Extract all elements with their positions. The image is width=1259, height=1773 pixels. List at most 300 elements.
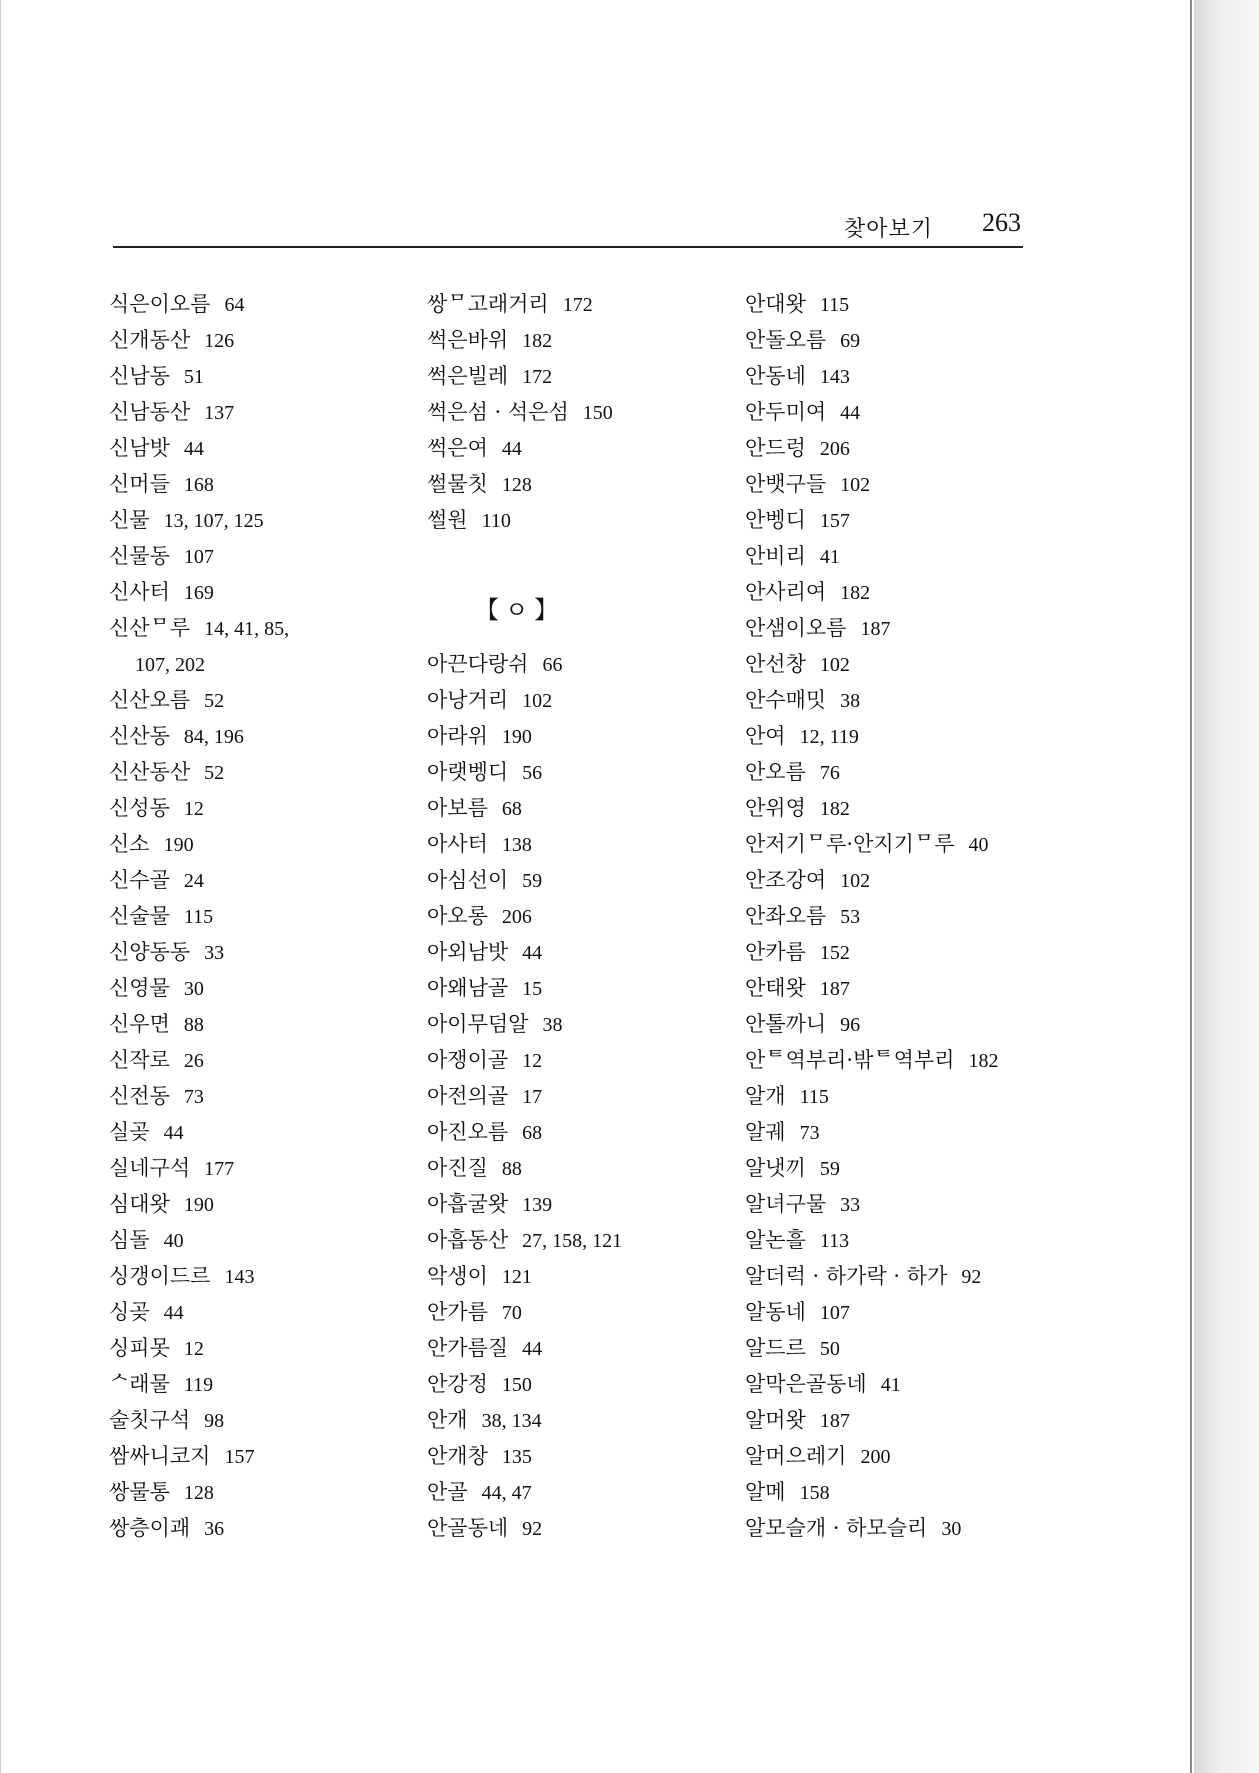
index-entry	[427, 898, 727, 934]
index-entry	[427, 754, 727, 790]
index-page-refs: 27, 158, 121	[522, 1230, 623, 1252]
index-page-refs: 92	[522, 1518, 543, 1540]
index-entry	[427, 1186, 727, 1222]
index-page-refs: 96	[840, 1014, 861, 1036]
index-term: 알드르	[745, 1336, 806, 1360]
index-term: 악생이	[427, 1264, 488, 1288]
index-entry	[109, 754, 409, 790]
index-term: 썰원	[427, 508, 468, 532]
index-entry	[109, 466, 409, 502]
index-entry	[745, 610, 1045, 646]
index-term: 신산ᄆ루	[109, 616, 191, 640]
index-term: 아진오름	[427, 1120, 509, 1144]
index-entry	[109, 1510, 409, 1546]
index-page-refs: 128	[183, 1482, 214, 1504]
index-page-refs: 115	[819, 294, 850, 316]
index-entry	[427, 1114, 727, 1150]
index-entry	[745, 934, 1045, 970]
index-term: 아이무덤알	[427, 1012, 529, 1036]
index-page-refs: 84, 196	[183, 726, 244, 748]
index-term: 알막은골동네	[745, 1372, 867, 1396]
index-page-refs: 107	[819, 1302, 850, 1324]
index-page-refs: 68	[501, 798, 522, 820]
index-page-refs: 172	[522, 366, 553, 388]
index-entry	[745, 502, 1045, 538]
index-page-refs: 13, 107, 125	[163, 510, 264, 532]
index-page-refs: 190	[183, 1194, 214, 1216]
index-entry	[427, 1402, 727, 1438]
index-term: 싱피못	[109, 1336, 170, 1360]
index-page-refs: 128	[501, 474, 532, 496]
index-page-refs: 187	[819, 978, 850, 1000]
index-entry	[109, 610, 409, 646]
index-entry	[109, 538, 409, 574]
index-page-refs: 169	[183, 582, 214, 604]
index-entry	[745, 430, 1045, 466]
index-entry	[745, 862, 1045, 898]
index-term: 아흡굴왓	[427, 1192, 509, 1216]
index-term: 아쟁이골	[427, 1048, 509, 1072]
index-page-refs: 88	[501, 1158, 522, 1180]
index-term: 아심선이	[427, 868, 509, 892]
index-entry	[109, 1402, 409, 1438]
index-term: 쌍ᄆ고래거리	[427, 292, 549, 316]
index-entry	[427, 862, 727, 898]
index-entry	[745, 790, 1045, 826]
index-entry	[745, 826, 1045, 862]
index-term: 썰물칫	[427, 472, 488, 496]
index-page-refs: 40	[968, 834, 989, 856]
index-page-refs: 15	[522, 978, 543, 1000]
index-page-refs: 172	[562, 294, 593, 316]
index-term: 안강정	[427, 1372, 488, 1396]
index-entry	[109, 1006, 409, 1042]
index-page-refs: 157	[224, 1446, 255, 1468]
index-page-refs: 51	[183, 366, 204, 388]
index-page-refs: 126	[204, 330, 235, 352]
index-page-refs: 52	[204, 762, 225, 784]
index-entry	[745, 1438, 1045, 1474]
index-entry	[427, 646, 727, 682]
index-entry	[427, 1438, 727, 1474]
index-term: 아흡동산	[427, 1228, 509, 1252]
index-entry	[427, 502, 727, 538]
index-term: 알메	[745, 1480, 786, 1504]
index-term: 알머왓	[745, 1408, 806, 1432]
index-entry	[109, 718, 409, 754]
index-term: 신영물	[109, 976, 170, 1000]
index-term: 안저기ᄆ루·안지기ᄆ루	[745, 832, 955, 856]
index-entry	[745, 1150, 1045, 1186]
index-page-refs: 44	[501, 438, 522, 460]
index-entry	[427, 1078, 727, 1114]
index-entry	[109, 1294, 409, 1330]
index-page-refs: 150	[582, 402, 613, 424]
index-term: 아끈다랑쉬	[427, 652, 529, 676]
index-entry	[427, 1294, 727, 1330]
index-page-refs: 143	[819, 366, 850, 388]
index-term: 신산동산	[109, 760, 191, 784]
index-term: 실곶	[109, 1120, 150, 1144]
index-entry	[427, 1006, 727, 1042]
index-term: 싱곶	[109, 1300, 150, 1324]
index-entry	[745, 898, 1045, 934]
index-term: 안가름	[427, 1300, 488, 1324]
index-page-refs: 177	[204, 1158, 235, 1180]
index-term: 신물동	[109, 544, 170, 568]
index-term: 알더럭 · 하가락 · 하가	[745, 1264, 948, 1288]
index-page-refs: 187	[819, 1410, 850, 1432]
index-page-refs: 76	[819, 762, 840, 784]
section-heading: 【ㅇ】	[475, 596, 565, 624]
index-page-refs: 44	[522, 1338, 543, 1360]
index-entry	[109, 1042, 409, 1078]
index-page-refs: 110	[481, 510, 511, 532]
index-entry	[745, 358, 1045, 394]
index-column-2-bottom	[427, 646, 727, 1546]
index-page-refs: 73	[799, 1122, 820, 1144]
index-page-refs: 12, 119	[799, 726, 859, 748]
index-column-2-top	[427, 286, 727, 538]
index-page-refs: 30	[941, 1518, 962, 1540]
index-entry	[745, 394, 1045, 430]
index-term: 실네구석	[109, 1156, 191, 1180]
index-page-refs: 44	[522, 942, 543, 964]
index-term: ᄉ래물	[109, 1372, 170, 1396]
index-entry	[109, 1474, 409, 1510]
index-page-refs: 59	[522, 870, 543, 892]
index-entry	[109, 358, 409, 394]
index-page-refs: 30	[183, 978, 204, 1000]
index-page-refs: 121	[501, 1266, 532, 1288]
index-term: 아진질	[427, 1156, 488, 1180]
index-term: 쌍층이괘	[109, 1516, 191, 1540]
index-page-refs: 98	[204, 1410, 225, 1432]
index-page-refs: 53	[840, 906, 861, 928]
index-term: 신남밧	[109, 436, 170, 460]
index-entry	[427, 1258, 727, 1294]
index-page-refs: 36	[204, 1518, 225, 1540]
index-term: 아라위	[427, 724, 488, 748]
index-entry	[427, 286, 727, 322]
index-entry	[109, 1330, 409, 1366]
index-entry	[427, 358, 727, 394]
index-page-refs: 64	[224, 294, 245, 316]
index-entry	[427, 430, 727, 466]
index-page-refs: 17	[522, 1086, 543, 1108]
index-entry	[427, 826, 727, 862]
index-term: 아사터	[427, 832, 488, 856]
index-term: 신작로	[109, 1048, 170, 1072]
index-term: 심돌	[109, 1228, 150, 1252]
index-page-refs: 157	[819, 510, 850, 532]
index-page-refs: 44	[163, 1302, 184, 1324]
index-entry	[745, 286, 1045, 322]
index-term: 신우면	[109, 1012, 170, 1036]
index-term: 신개동산	[109, 328, 191, 352]
index-entry	[427, 1330, 727, 1366]
index-page-refs: 200	[860, 1446, 891, 1468]
index-entry	[109, 1186, 409, 1222]
index-term: 안여	[745, 724, 786, 748]
index-page-refs: 50	[819, 1338, 840, 1360]
index-entry	[745, 1330, 1045, 1366]
index-term: 안오름	[745, 760, 806, 784]
index-term: 신산동	[109, 724, 170, 748]
index-entry	[745, 718, 1045, 754]
page-number: 263	[982, 208, 1021, 237]
index-term: 안비리	[745, 544, 806, 568]
index-term: 안골동네	[427, 1516, 509, 1540]
index-term: 아낭거리	[427, 688, 509, 712]
index-entry	[745, 1474, 1045, 1510]
index-term: 썩은여	[427, 436, 488, 460]
index-page-refs: 168	[183, 474, 214, 496]
index-entry	[109, 574, 409, 610]
index-page-refs: 190	[501, 726, 532, 748]
index-page-refs: 158	[799, 1482, 830, 1504]
index-page-refs: 12	[183, 1338, 204, 1360]
index-entry	[745, 322, 1045, 358]
index-page-refs: 182	[968, 1050, 999, 1072]
index-page-refs: 139	[522, 1194, 553, 1216]
index-entry	[109, 934, 409, 970]
index-entry	[427, 970, 727, 1006]
index-entry	[427, 1222, 727, 1258]
index-entry	[745, 466, 1045, 502]
index-term: 알냇끼	[745, 1156, 806, 1180]
index-entry	[109, 790, 409, 826]
index-term: 안뱃구들	[745, 472, 827, 496]
index-term: 알개	[745, 1084, 786, 1108]
index-term: 신남동	[109, 364, 170, 388]
index-term: 알녀구물	[745, 1192, 827, 1216]
index-entry	[109, 826, 409, 862]
index-entry	[745, 646, 1045, 682]
index-term: 알논흘	[745, 1228, 806, 1252]
index-entry	[745, 970, 1045, 1006]
index-term: 알머으레기	[745, 1444, 847, 1468]
index-term: 신전동	[109, 1084, 170, 1108]
index-term: 안돌오름	[745, 328, 827, 352]
index-entry	[427, 1042, 727, 1078]
index-page-refs: 56	[522, 762, 543, 784]
index-page-refs: 12	[522, 1050, 543, 1072]
index-column-1	[109, 286, 409, 1546]
index-term: 술칫구석	[109, 1408, 191, 1432]
index-page-refs: 33	[840, 1194, 861, 1216]
index-entry	[427, 466, 727, 502]
index-entry	[427, 1474, 727, 1510]
index-entry	[109, 1258, 409, 1294]
index-entry	[745, 1078, 1045, 1114]
index-page-refs: 41	[819, 546, 840, 568]
index-page-refs: 73	[183, 1086, 204, 1108]
index-entry	[427, 790, 727, 826]
index-term: 쌈싸니코지	[109, 1444, 211, 1468]
index-page-refs: 119	[183, 1374, 214, 1396]
index-page-refs: 182	[819, 798, 850, 820]
index-term: 알모슬개 · 하모슬리	[745, 1516, 928, 1540]
index-term: 안개창	[427, 1444, 488, 1468]
index-entry	[745, 1042, 1045, 1078]
index-term: 안선창	[745, 652, 806, 676]
index-term: 썩은빌레	[427, 364, 509, 388]
index-term: 아오롱	[427, 904, 488, 928]
index-entry	[745, 1366, 1045, 1402]
index-entry	[745, 1258, 1045, 1294]
index-page-refs: 41	[880, 1374, 901, 1396]
index-term: 알동네	[745, 1300, 806, 1324]
index-page-refs: 38, 134	[481, 1410, 542, 1432]
index-term: 아보름	[427, 796, 488, 820]
index-entry	[427, 934, 727, 970]
index-entry	[427, 1510, 727, 1546]
index-page-refs: 206	[819, 438, 850, 460]
index-page-refs: 115	[799, 1086, 829, 1108]
index-entry	[427, 1366, 727, 1402]
index-term: 안카름	[745, 940, 806, 964]
index-page-refs: 135	[501, 1446, 532, 1468]
index-entry	[109, 682, 409, 718]
index-entry	[109, 430, 409, 466]
index-page-refs: 102	[522, 690, 553, 712]
index-page-refs: 44, 47	[481, 1482, 532, 1504]
index-entry	[109, 1222, 409, 1258]
index-entry	[109, 1150, 409, 1186]
index-term: 아왜남골	[427, 976, 509, 1000]
index-page-refs: 182	[840, 582, 871, 604]
index-page-refs: 59	[819, 1158, 840, 1180]
index-term: 안골	[427, 1480, 468, 1504]
index-page-refs: 137	[204, 402, 235, 424]
index-page-refs: 66	[542, 654, 563, 676]
index-entry	[427, 322, 727, 358]
index-page-refs: 206	[501, 906, 532, 928]
index-page-refs: 150	[501, 1374, 532, 1396]
index-term: 알궤	[745, 1120, 786, 1144]
index-term: 식은이오름	[109, 292, 211, 316]
index-term: 안개	[427, 1408, 468, 1432]
index-entry	[109, 862, 409, 898]
index-page-refs: 102	[840, 870, 871, 892]
index-term: 안ᄐ역부리·밖ᄐ역부리	[745, 1048, 955, 1072]
index-term: 쌍물통	[109, 1480, 170, 1504]
index-entry	[745, 1222, 1045, 1258]
index-entry	[745, 1510, 1045, 1546]
index-term: 신머들	[109, 472, 170, 496]
index-page-refs: 33	[204, 942, 225, 964]
index-page-refs: 24	[183, 870, 204, 892]
index-page-refs: 26	[183, 1050, 204, 1072]
index-term: 신성동	[109, 796, 170, 820]
index-page-refs: 92	[961, 1266, 982, 1288]
index-entry	[427, 394, 727, 430]
index-term: 신술물	[109, 904, 170, 928]
index-entry	[745, 1114, 1045, 1150]
index-term: 안태왓	[745, 976, 806, 1000]
index-page-refs: 107, 202	[135, 654, 205, 676]
index-entry	[109, 898, 409, 934]
index-term: 안톨까니	[745, 1012, 827, 1036]
index-term: 썩은바위	[427, 328, 509, 352]
index-page-refs: 113	[819, 1230, 850, 1252]
index-term: 신사터	[109, 580, 170, 604]
running-header	[113, 204, 1021, 244]
index-term: 안좌오름	[745, 904, 827, 928]
page-edge-shadow	[1194, 0, 1259, 1773]
index-entry	[427, 718, 727, 754]
index-term: 썩은섬 · 석은섬	[427, 400, 569, 424]
index-term: 안드렁	[745, 436, 806, 460]
index-entry	[745, 1294, 1045, 1330]
index-term: 신수골	[109, 868, 170, 892]
index-term: 안두미여	[745, 400, 827, 424]
index-page-refs: 152	[819, 942, 850, 964]
index-entry	[109, 322, 409, 358]
index-entry	[745, 682, 1045, 718]
index-term: 심대왓	[109, 1192, 170, 1216]
index-entry	[109, 502, 409, 538]
index-column-2	[427, 286, 727, 1546]
index-page-refs: 70	[501, 1302, 522, 1324]
index-term: 안대왓	[745, 292, 806, 316]
index-page-refs: 52	[204, 690, 225, 712]
index-term: 신산오름	[109, 688, 191, 712]
blank-line	[427, 538, 727, 574]
index-page-refs: 190	[163, 834, 194, 856]
index-entry	[109, 1366, 409, 1402]
index-page-refs: 107	[183, 546, 214, 568]
index-entry	[109, 1078, 409, 1114]
index-page-refs: 115	[183, 906, 214, 928]
index-term: 안조강여	[745, 868, 827, 892]
index-page-refs: 187	[860, 618, 891, 640]
index-page-refs: 44	[840, 402, 861, 424]
index-page-refs: 14, 41, 85,	[204, 618, 290, 640]
index-page-refs: 102	[819, 654, 850, 676]
index-page-refs: 69	[840, 330, 861, 352]
index-term: 신양동동	[109, 940, 191, 964]
index-entry	[745, 574, 1045, 610]
header-rule	[113, 246, 1023, 248]
index-entry	[109, 646, 409, 682]
index-page-refs: 40	[163, 1230, 184, 1252]
index-page-refs: 143	[224, 1266, 255, 1288]
index-entry	[745, 1186, 1045, 1222]
header-title: 찾아보기	[843, 217, 933, 242]
index-entry	[109, 394, 409, 430]
index-page-refs: 44	[183, 438, 204, 460]
index-term: 아랫벵디	[427, 760, 509, 784]
index-term: 신물	[109, 508, 150, 532]
index-term: 안동네	[745, 364, 806, 388]
index-term: 싱갱이드르	[109, 1264, 211, 1288]
index-page-refs: 182	[522, 330, 553, 352]
index-term: 안사리여	[745, 580, 827, 604]
index-term: 안샘이오름	[745, 616, 847, 640]
index-entry	[427, 682, 727, 718]
index-page-refs: 38	[542, 1014, 563, 1036]
index-entry	[109, 970, 409, 1006]
index-entry	[745, 754, 1045, 790]
index-page-refs: 102	[840, 474, 871, 496]
index-term: 아전의골	[427, 1084, 509, 1108]
index-entry	[745, 1006, 1045, 1042]
index-term: 안수매밋	[745, 688, 827, 712]
index-term: 신소	[109, 832, 150, 856]
index-term: 아외남밧	[427, 940, 509, 964]
